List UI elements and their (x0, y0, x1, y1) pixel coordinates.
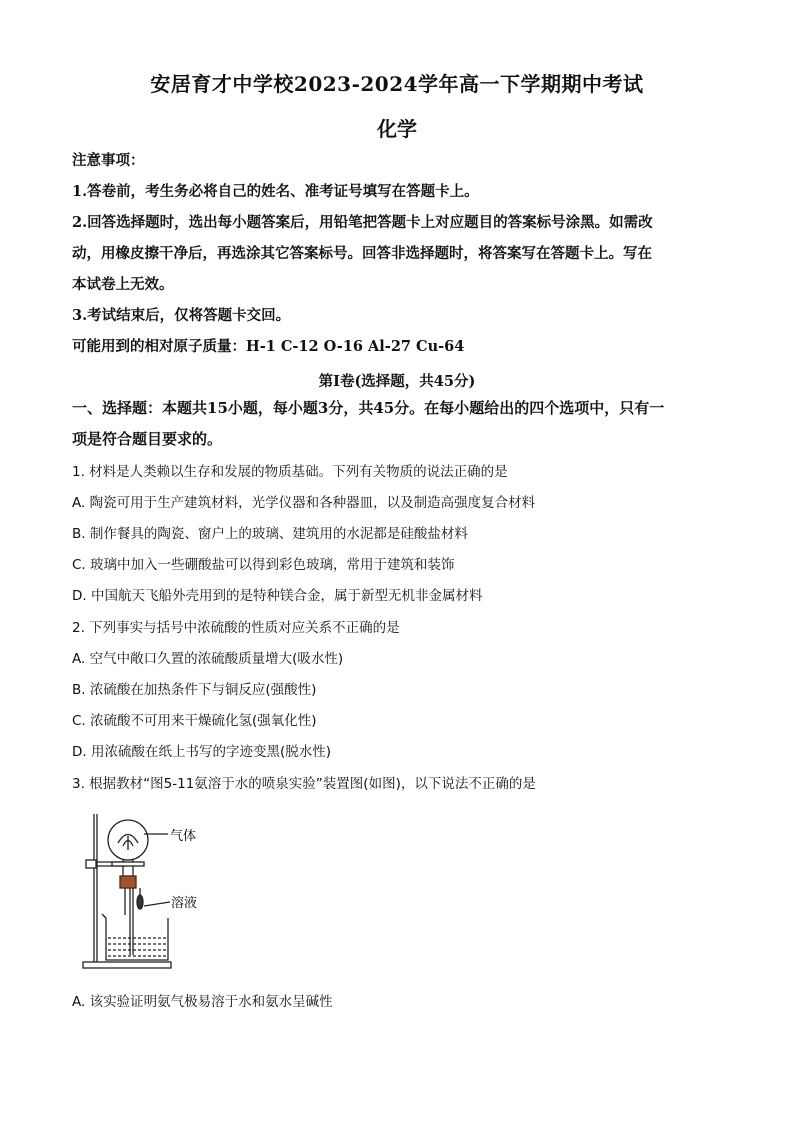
stopper (120, 876, 136, 888)
note-item-2-line-3: 本试卷上无效。 (72, 276, 174, 293)
note-item-2-line-1: 2.回答选择题时，选出每小题答案后，用铅笔把答题卡上对应题目的答案标号涂黑。如需改 (72, 214, 653, 231)
question-1-option-d: D. 中国航天飞船外壳用到的是特种镁合金，属于新型无机非金属材料 (72, 588, 483, 604)
question-3-stem: 3. 根据教材“图5-11氨溶于水的喷泉实验”装置图(如图)，以下说法不正确的是 (72, 776, 536, 792)
part-heading-line-2: 项是符合题目要求的。 (72, 430, 223, 448)
note-item-3: 3.考试结束后，仅将答题卡交回。 (72, 307, 291, 324)
exam-title: 安居育才中学校2023-2024学年高一下学期期中考试 (150, 72, 644, 96)
question-2-option-c: C. 浓硫酸不可用来干燥硫化氢(强氧化性) (72, 713, 317, 729)
note-item-2-line-2: 动，用橡皮擦干净后，再选涂其它答案标号。回答非选择题时，将答案写在答题卡上。写在 (72, 245, 652, 262)
subject-title: 化学 (377, 117, 417, 141)
atomic-masses: 可能用到的相对原子质量：H-1 C-12 O-16 Al-27 Cu-64 (72, 338, 465, 355)
note-item-1: 1.答卷前，考生务必将自己的姓名、准考证号填写在答题卡上。 (72, 183, 479, 200)
question-2-option-b: B. 浓硫酸在加热条件下与铜反应(强酸性) (72, 682, 317, 698)
dropper-bulb (137, 895, 143, 909)
gas-label: 气体 (170, 829, 197, 844)
fountain-experiment-figure (78, 810, 218, 980)
notes-heading: 注意事项： (72, 152, 145, 169)
question-1-option-b: B. 制作餐具的陶瓷、窗户上的玻璃、建筑用的水泥都是硅酸盐材料 (72, 526, 468, 542)
question-3-option-a: A. 该实验证明氨气极易溶于水和氨水呈碱性 (72, 994, 333, 1010)
question-1-stem: 1. 材料是人类赖以生存和发展的物质基础。下列有关物质的说法正确的是 (72, 464, 508, 480)
beaker (106, 918, 168, 960)
stand-base (83, 962, 171, 968)
question-2-option-d: D. 用浓硫酸在纸上书写的字迹变黑(脱水性) (72, 744, 332, 760)
part-heading-line-1: 一、选择题：本题共15小题，每小题3分，共45分。在每小题给出的四个选项中，只有一 (72, 399, 665, 417)
question-1-option-c: C. 玻璃中加入一些硼酸盐可以得到彩色玻璃，常用于建筑和装饰 (72, 557, 455, 573)
question-2-stem: 2. 下列事实与括号中浓硫酸的性质对应关系不正确的是 (72, 620, 400, 636)
question-2-option-a: A. 空气中敞口久置的浓硫酸质量增大(吸水性) (72, 651, 344, 667)
section-title: 第I卷(选择题，共45分) (318, 373, 476, 390)
solution-label: 溶液 (171, 896, 198, 911)
question-1-option-a: A. 陶瓷可用于生产建筑材料，光学仪器和各种器皿，以及制造高强度复合材料 (72, 495, 536, 511)
